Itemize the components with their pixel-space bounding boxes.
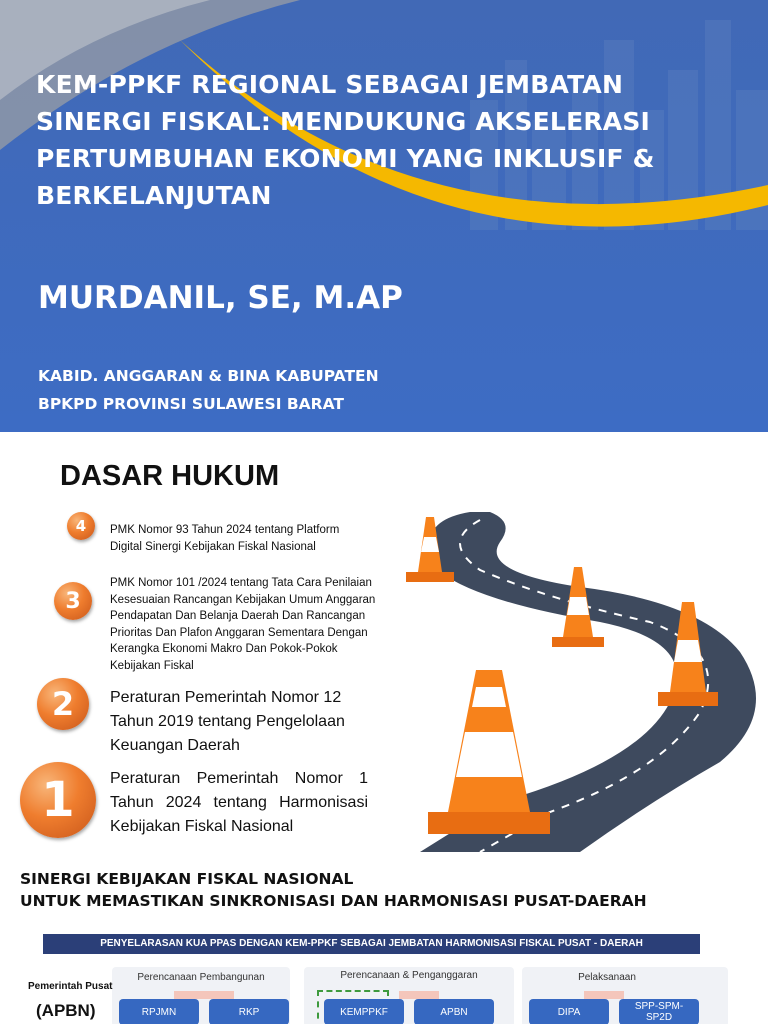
text-line: Prioritas Dan Plafon Anggaran Sementara Dengan	[110, 626, 368, 639]
text-line: Digital Sinergi Kebijakan Fiskal Nasional	[110, 540, 316, 553]
phase-label: Pelaksanaan	[578, 972, 636, 983]
title-line: SINERGI FISKAL: MENDUKUNG AKSELERASI	[36, 107, 651, 136]
synergy-title	[20, 868, 647, 912]
regulation-text-2	[110, 686, 390, 758]
presenter-name: MURDANIL, SE, M.AP	[38, 280, 403, 316]
process-box-kemppkf: KEMPPKF	[324, 999, 404, 1024]
phase-label: Perencanaan Pembangunan	[137, 972, 265, 983]
role-line: BPKPD PROVINSI SULAWESI BARAT	[38, 395, 344, 413]
number-badge-1: 1	[20, 762, 96, 838]
title-line: BERKELANJUTAN	[36, 181, 272, 210]
text-line: Peraturan Pemerintah Nomor 12	[110, 689, 342, 706]
synergy-slide	[0, 852, 768, 1024]
text-line: Pendapatan Dan Belanja Daerah Dan Rancangan	[110, 610, 366, 622]
phase-label: Perencanaan & Penganggaran	[340, 970, 478, 981]
harmonization-banner: PENYELARASAN KUA PPAS DENGAN KEM-PPKF SEBAGAI JEMBATAN HARMONISASI FISKAL PUSAT - DAERAH	[43, 934, 700, 954]
text-line: Peraturan Pemerintah Nomor 1	[110, 770, 368, 787]
text-line: Keuangan Daerah	[110, 737, 240, 754]
number-badge-2: 2	[37, 678, 89, 730]
process-box-rpjmn: RPJMN	[119, 999, 199, 1024]
text-line: Kerangka Ekonomi Makro Dan Pokok-Pokok	[110, 643, 338, 655]
number-badge-4: 4	[67, 512, 95, 540]
number-badge-3: 3	[54, 582, 92, 620]
text-line: Kesesuaian Rancangan Kebijakan Umum Anggaran	[110, 593, 376, 606]
title-slide	[0, 0, 768, 432]
text-line: PMK Nomor 93 Tahun 2024 tentang Platform	[110, 524, 340, 536]
regulation-text-4	[110, 522, 400, 555]
text-line: PMK Nomor 101 /2024 tentang Tata Cara Penilaian	[110, 577, 372, 589]
legal-basis-slide	[0, 432, 768, 852]
title-line: SINERGI KEBIJAKAN FISKAL NASIONAL	[20, 870, 354, 888]
title-line: PERTUMBUHAN EKONOMI YANG INKLUSIF &	[36, 144, 655, 173]
presenter-role	[38, 362, 379, 418]
text-line: Kebijakan Fiskal Nasional	[110, 818, 294, 835]
row-label: Pemerintah Pusat	[28, 981, 113, 992]
process-box-spp-spm-sp2d: SPP-SPM-SP2D	[619, 999, 699, 1024]
text-line: Tahun 2024 tentang Harmonisasi	[110, 794, 368, 811]
process-box-apbn: APBN	[414, 999, 494, 1024]
connector-bar	[399, 991, 439, 999]
title-line: UNTUK MEMASTIKAN SINKRONISASI DAN HARMONISASI PUSAT-DAERAH	[20, 892, 647, 910]
text-line: Tahun 2019 tentang Pengelolaan	[110, 713, 345, 730]
fiscal-flow-diagram	[14, 965, 768, 1024]
regulation-text-1	[110, 767, 368, 839]
regulation-text-3	[110, 575, 410, 674]
text-line: Kebijakan Fiskal	[110, 659, 194, 672]
process-box-rkp: RKP	[209, 999, 289, 1024]
connector-bar	[174, 991, 234, 999]
row-sublabel: (APBN)	[36, 1001, 96, 1020]
title-line: KEM-PPKF REGIONAL SEBAGAI JEMBATAN	[36, 70, 624, 99]
presentation-title	[36, 66, 736, 214]
road-with-cones-illustration	[400, 512, 768, 852]
process-box-dipa: DIPA	[529, 999, 609, 1024]
legal-basis-heading: DASAR HUKUM	[60, 460, 280, 492]
connector-bar	[584, 991, 624, 999]
role-line: KABID. ANGGARAN & BINA KABUPATEN	[38, 367, 379, 385]
